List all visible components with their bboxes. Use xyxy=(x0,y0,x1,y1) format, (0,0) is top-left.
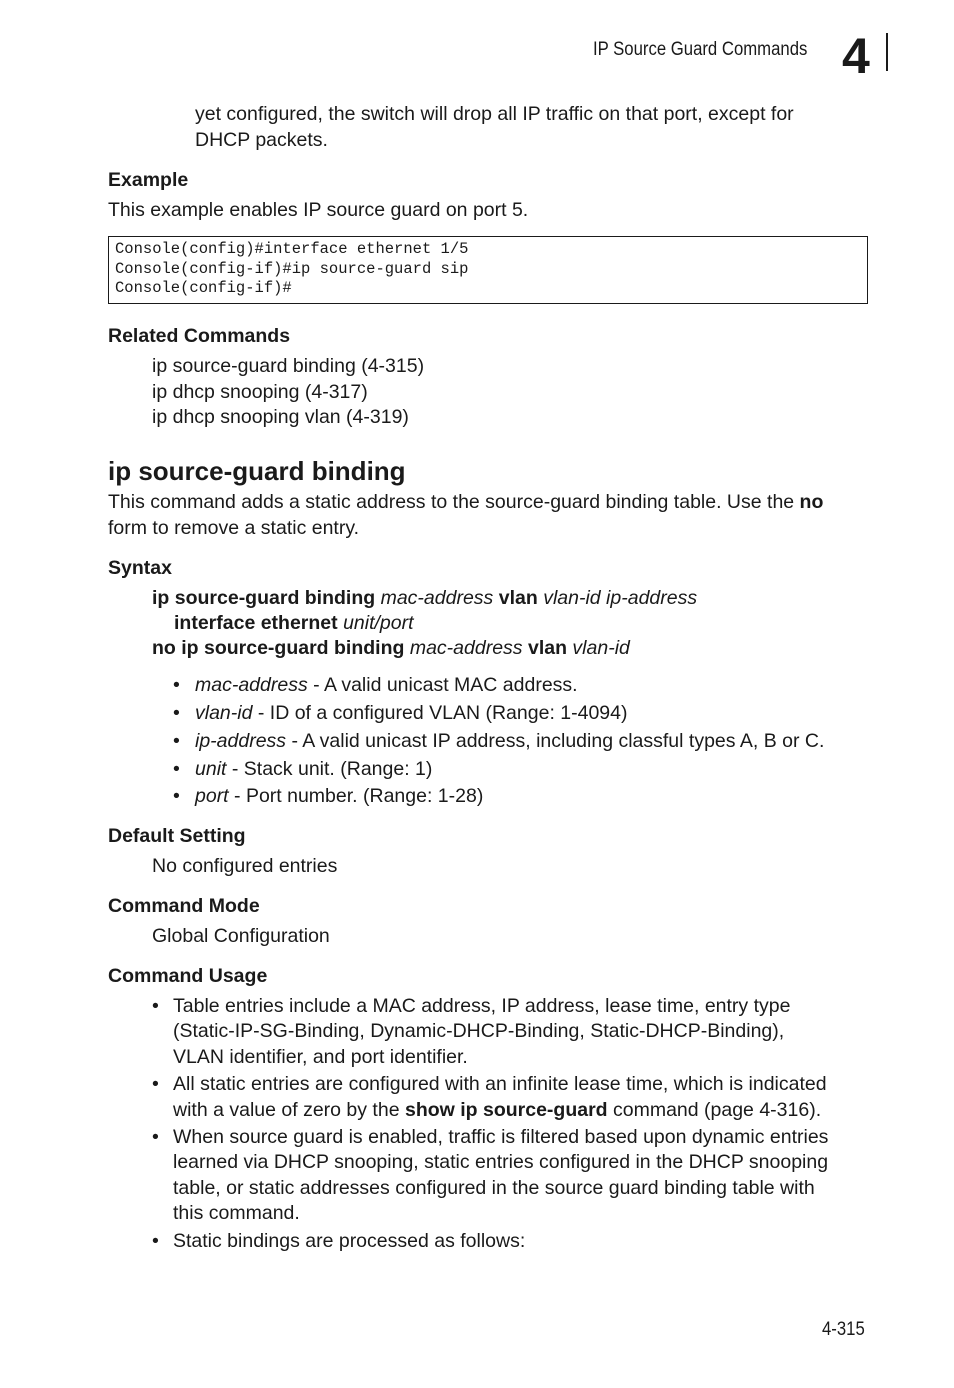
param-item xyxy=(195,784,483,810)
section-desc-line-1 xyxy=(108,490,823,516)
param-desc: - Stack unit. (Range: 1) xyxy=(226,758,433,780)
bullet-icon: • xyxy=(173,674,180,696)
usage-line: (Static-IP-SG-Binding, Dynamic-DHCP-Binding, Static-DHCP-Binding), xyxy=(173,1020,785,1042)
syntax-arg: mac-address xyxy=(380,587,494,609)
default-setting-heading: Default Setting xyxy=(108,825,246,847)
section-desc-line-2: form to remove a static entry. xyxy=(108,517,360,539)
command-mode-heading: Command Mode xyxy=(108,895,260,917)
chapter-number: 4 xyxy=(842,28,870,84)
default-setting-text: No configured entries xyxy=(152,855,338,877)
related-command-link[interactable]: ip dhcp snooping vlan (4-319) xyxy=(152,406,409,428)
bullet-icon: • xyxy=(173,785,180,807)
example-heading: Example xyxy=(108,169,189,191)
usage-command: show ip source-guard xyxy=(404,1099,608,1121)
syntax-line-1 xyxy=(152,586,697,612)
syntax-command: no ip source-guard binding xyxy=(152,637,405,659)
desc-keyword: no xyxy=(799,491,824,513)
intro-line-2: DHCP packets. xyxy=(195,129,328,151)
bullet-icon: • xyxy=(152,1073,159,1095)
example-text: This example enables IP source guard on port 5. xyxy=(108,199,529,221)
param-term: ip-address xyxy=(195,730,287,752)
running-header-title: IP Source Guard Commands xyxy=(593,39,808,60)
related-command-link[interactable]: ip source-guard binding (4-315) xyxy=(152,355,425,377)
intro-line-1: yet configured, the switch will drop all IP traffic on that port, except for xyxy=(195,103,794,125)
bullet-icon: • xyxy=(152,1230,159,1252)
usage-line xyxy=(173,1098,821,1124)
param-term: mac-address xyxy=(195,674,308,696)
param-item xyxy=(195,673,578,699)
bullet-icon: • xyxy=(173,758,180,780)
param-desc: - A valid unicast IP address, including classful types A, B or C. xyxy=(286,730,825,752)
related-commands-heading: Related Commands xyxy=(108,325,291,347)
bullet-icon: • xyxy=(152,995,159,1017)
usage-line: Static bindings are processed as follows: xyxy=(173,1230,526,1252)
usage-line: Table entries include a MAC address, IP address, lease time, entry type xyxy=(173,995,791,1017)
param-term: unit xyxy=(195,758,227,780)
section-title: ip source-guard binding xyxy=(108,456,406,486)
syntax-arg: mac-address xyxy=(409,637,523,659)
param-desc: - ID of a configured VLAN (Range: 1-4094) xyxy=(252,702,628,724)
code-line: Console(config)#interface ethernet 1/5 xyxy=(115,240,469,258)
syntax-arg: vlan-id ip-address xyxy=(543,587,698,609)
syntax-line-3 xyxy=(152,636,630,662)
syntax-keyword: vlan xyxy=(498,587,538,609)
usage-text: command (page 4-316). xyxy=(607,1099,822,1121)
usage-line: When source guard is enabled, traffic is filtered based upon dynamic entries xyxy=(173,1126,829,1148)
usage-text: with a value of zero by the xyxy=(173,1099,405,1121)
usage-line: table, or static addresses configured in the source guard binding table with xyxy=(173,1177,815,1199)
syntax-keyword: vlan xyxy=(527,637,567,659)
syntax-heading: Syntax xyxy=(108,557,172,579)
page-number: 4-315 xyxy=(822,1319,865,1340)
param-item xyxy=(195,729,824,755)
usage-line: VLAN identifier, and port identifier. xyxy=(173,1046,468,1068)
bullet-icon: • xyxy=(173,730,180,752)
param-term: vlan-id xyxy=(195,702,253,724)
param-desc: - Port number. (Range: 1-28) xyxy=(228,785,484,807)
syntax-line-2 xyxy=(174,611,414,637)
bullet-icon: • xyxy=(173,702,180,724)
code-line: Console(config-if)# xyxy=(115,279,292,297)
syntax-arg: vlan-id xyxy=(572,637,630,659)
syntax-keyword: interface ethernet xyxy=(174,612,338,634)
command-mode-text: Global Configuration xyxy=(152,925,330,947)
param-item xyxy=(195,701,628,727)
param-item xyxy=(195,757,432,783)
usage-line: this command. xyxy=(173,1202,300,1224)
command-usage-heading: Command Usage xyxy=(108,965,268,987)
param-desc: - A valid unicast MAC address. xyxy=(307,674,578,696)
usage-line: learned via DHCP snooping, static entries configured in the DHCP snooping xyxy=(173,1151,829,1173)
code-line: Console(config-if)#ip source-guard sip xyxy=(115,259,469,278)
example-code-block xyxy=(108,236,868,304)
chapter-rule xyxy=(886,33,888,71)
syntax-arg: unit/port xyxy=(343,612,414,634)
syntax-command: ip source-guard binding xyxy=(152,587,376,609)
bullet-icon: • xyxy=(152,1126,159,1148)
related-command-link[interactable]: ip dhcp snooping (4-317) xyxy=(152,381,368,403)
desc-text: This command adds a static address to the source-guard binding table. Use the xyxy=(108,491,800,513)
param-term: port xyxy=(195,785,229,807)
usage-line: All static entries are configured with an infinite lease time, which is indicated xyxy=(173,1073,827,1095)
